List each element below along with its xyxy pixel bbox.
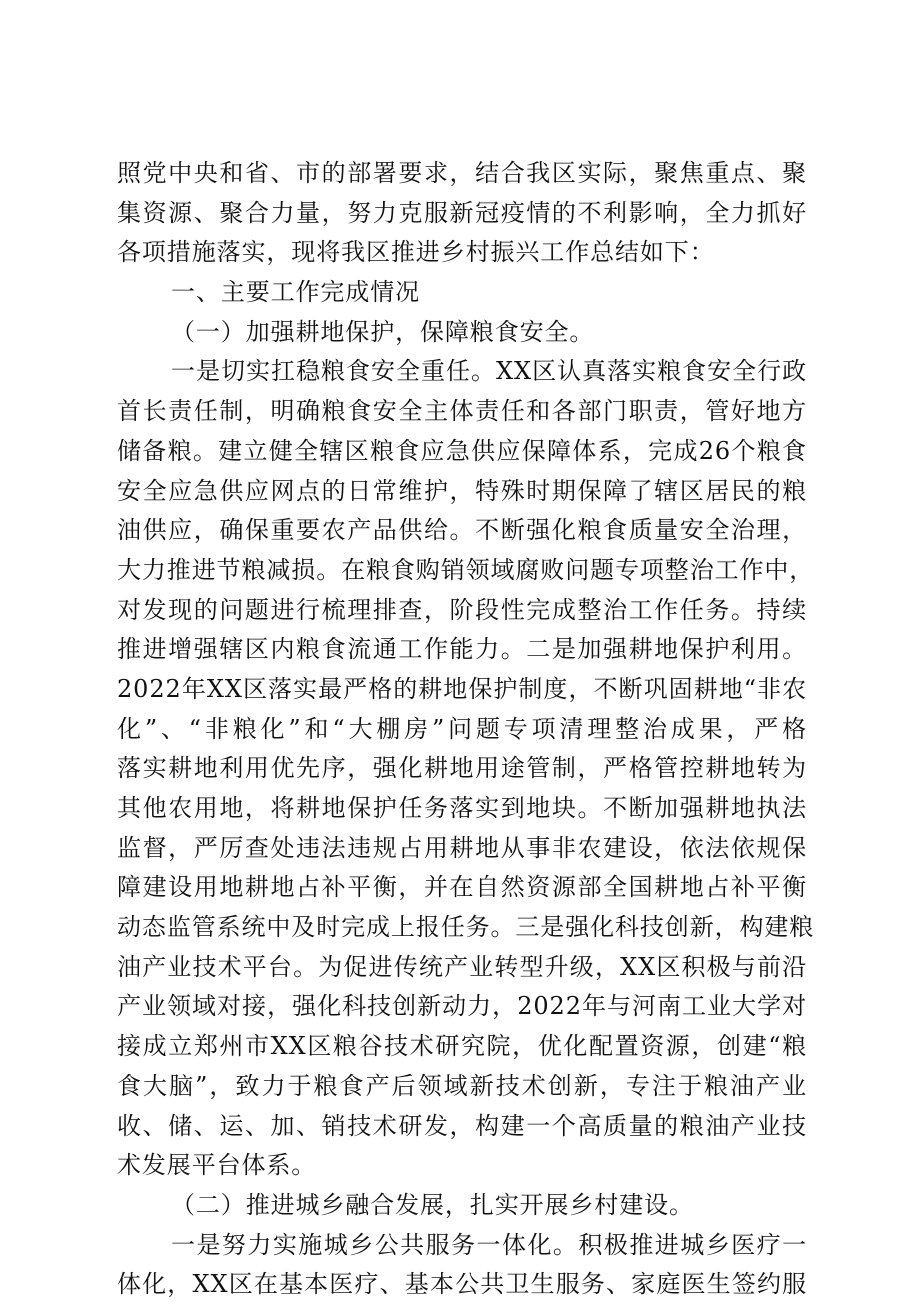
document-body <box>117 154 815 1305</box>
paragraph-line: 术发展平台体系。 <box>117 1151 317 1180</box>
paragraph-line: 照党中央和省、市的部署要求，结合我区实际，聚焦重点、聚 <box>117 159 807 187</box>
section-heading: 一、主要工作完成情况 <box>171 278 420 307</box>
paragraph-line: 2022年XX区落实最严格的耕地保护制度，不断巩固耕地“非农 <box>117 674 807 703</box>
paragraph-line: 大力推进节粮减损。在粮食购销领域腐败问题专项整治工作中， <box>117 555 815 584</box>
paragraph-line: 落实耕地利用优先序，强化耕地用途管制，严格管控耕地转为 <box>117 754 807 783</box>
paragraph-line: 油供应，确保重要农产品供给。不断强化粮食质量安全治理， <box>117 516 807 545</box>
paragraph-line: 化”、“非粮化”和“大棚房”问题专项清理整治成果，严格 <box>117 714 807 743</box>
paragraph-line: 油产业技术平台。为促进传统产业转型升级，XX区积极与前沿 <box>117 952 807 981</box>
paragraph-line: 产业领域对接，强化科技创新动力，2022年与河南工业大学对 <box>117 992 807 1021</box>
subsection-heading: （二）推进城乡融合发展，扎实开展乡村建设。 <box>171 1190 694 1219</box>
paragraph-line: 各项措施落实，现将我区推进乡村振兴工作总结如下： <box>117 238 715 267</box>
paragraph-line: 接成立郑州市XX区粮谷技术研究院，优化配置资源，创建“粮 <box>117 1032 807 1061</box>
paragraph-line: 监督，严厉查处违法违规占用耕地从事非农建设，依法依规保 <box>117 833 807 862</box>
paragraph-line: 对发现的问题进行梳理排查，阶段性完成整治工作任务。持续 <box>117 595 807 624</box>
paragraph-line: 食大脑”，致力于粮食产后领域新技术创新，专注于粮油产业 <box>117 1071 807 1100</box>
paragraph-line: 首长责任制，明确粮食安全主体责任和各部门职责，管好地方 <box>117 397 807 426</box>
paragraph-line: 障建设用地耕地占补平衡，并在自然资源部全国耕地占补平衡 <box>117 873 807 902</box>
paragraph-line: 一是努力实施城乡公共服务一体化。积极推进城乡医疗一 <box>171 1230 807 1259</box>
paragraph-line: 推进增强辖区内粮食流通工作能力。二是加强耕地保护利用。 <box>117 635 807 664</box>
paragraph-line: 安全应急供应网点的日常维护，特殊时期保障了辖区居民的粮 <box>117 476 807 505</box>
paragraph-line: 集资源、聚合力量，努力克服新冠疫情的不利影响，全力抓好 <box>117 198 807 227</box>
paragraph-line: 一是切实扛稳粮食安全重任。XX区认真落实粮食安全行政 <box>171 357 807 386</box>
paragraph-line: 体化，XX区在基本医疗、基本公共卫生服务、家庭医生签约服 <box>117 1270 807 1299</box>
paragraph-line: 收、储、运、加、销技术研发，构建一个高质量的粮油产业技 <box>117 1111 807 1140</box>
paragraph-line: 其他农用地，将耕地保护任务落实到地块。不断加强耕地执法 <box>117 794 807 822</box>
subsection-heading: （一）加强耕地保护，保障粮食安全。 <box>171 317 595 346</box>
paragraph-line: 储备粮。建立健全辖区粮食应急供应保障体系，完成26个粮食 <box>117 436 807 465</box>
paragraph-line: 动态监管系统中及时完成上报任务。三是强化科技创新，构建粮 <box>117 913 815 942</box>
